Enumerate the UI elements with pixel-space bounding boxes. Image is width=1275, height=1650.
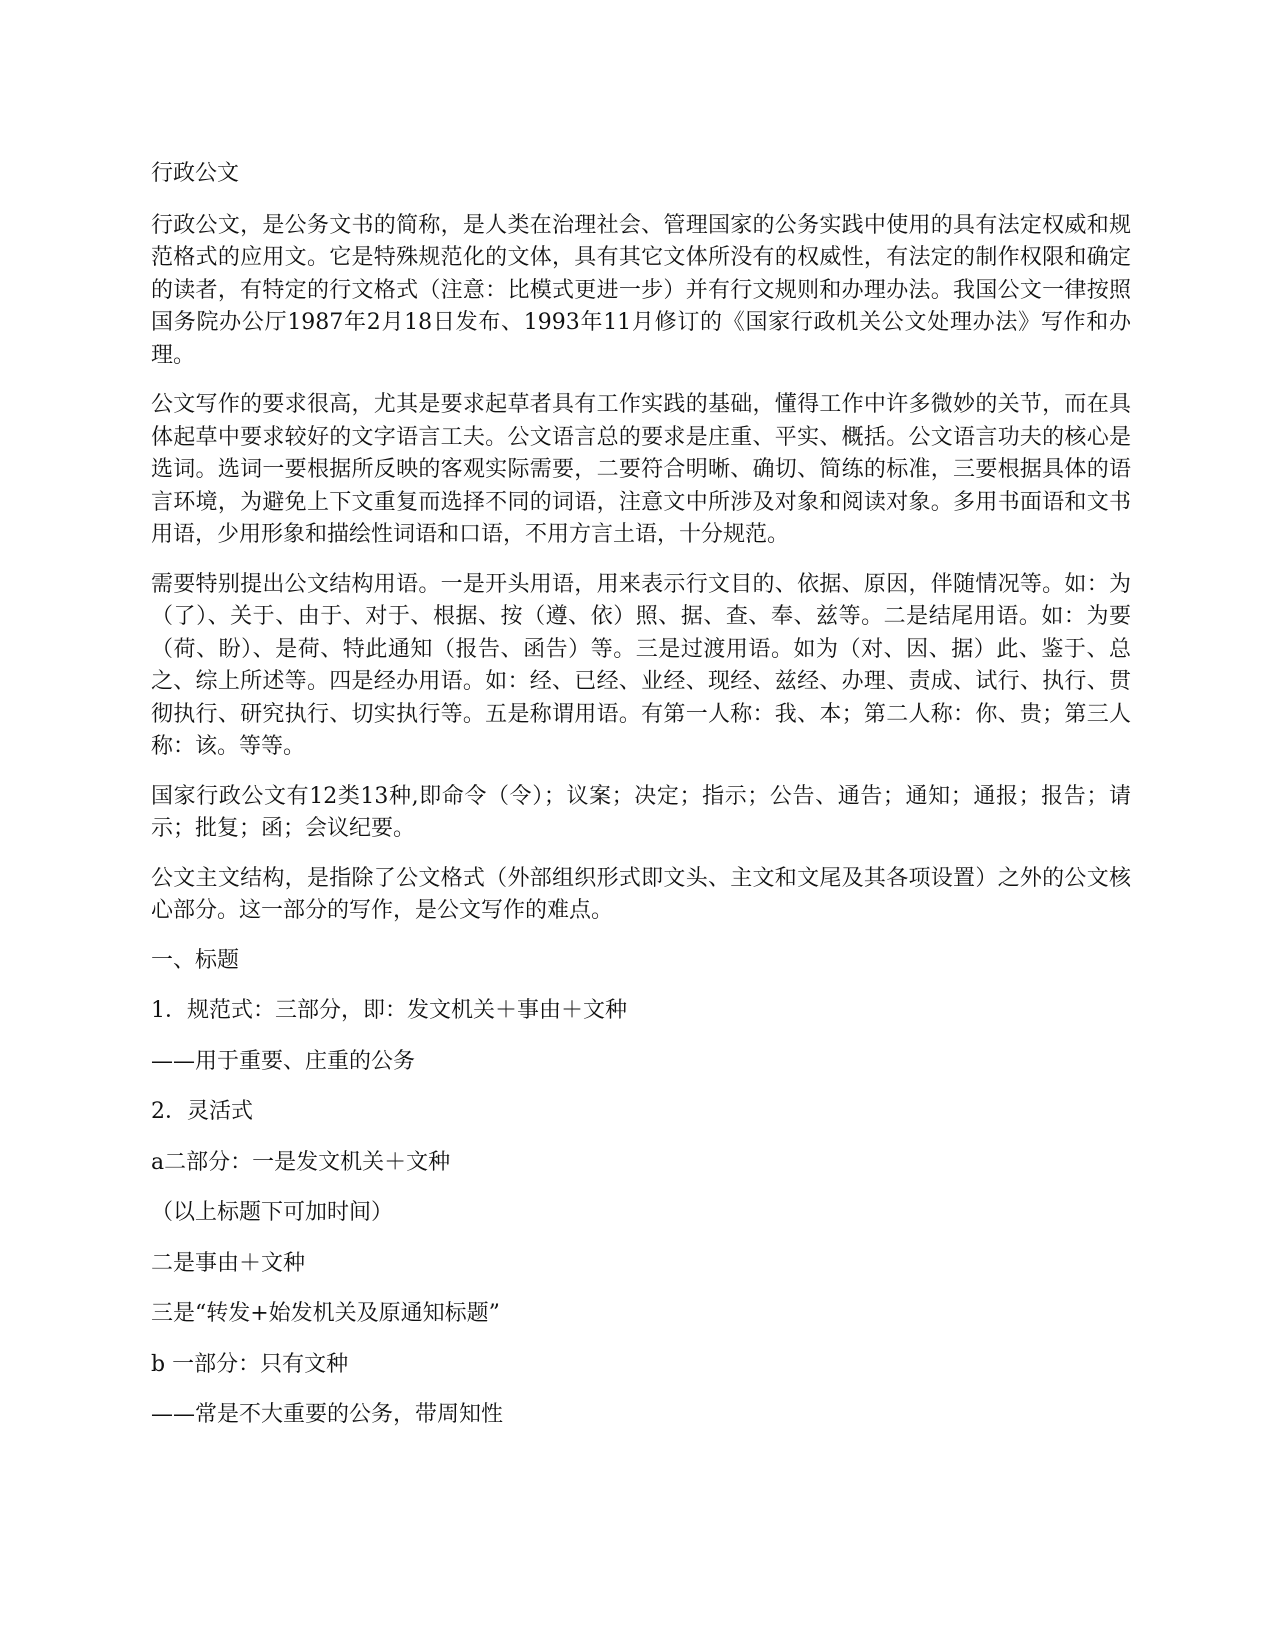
paragraph-structure-terms: 需要特别提出公文结构用语。一是开头用语，用来表示行文目的、依据、原因，伴随情况等。如：为（了）、关于、由于、对于、根据、按（遵、依）照、据、查、奉、兹等。二是结尾用语。如：为要（荷、盼）、是荷、特此通知（报告、函告）等。三是过渡用语。如为（对、因、据）此、鉴于、总之、综上所述等。四是经办用语。如：经、已经、业经、现经、兹经、办理、责成、试行、执行、贯彻执行、研究执行、切实执行等。五是称谓用语。有第一人称：我、本；第二人称：你、贵；第三人称：该。等等。 <box>151 571 1131 759</box>
list-item-one-part: b 一部分：只有文种 <box>151 1351 349 1377</box>
list-item-forward-format: 三是“转发+始发机关及原通知标题” <box>151 1301 500 1326</box>
section-heading-title: 一、标题 <box>151 947 240 973</box>
paragraph-main-text-structure: 公文主文结构，是指除了公文格式（外部组织形式即文头、主文和文尾及其各项设置）之外的公文核心部分。这一部分的写作，是公文写作的难点。 <box>151 865 1131 923</box>
list-note-important-affairs: ——用于重要、庄重的公务 <box>151 1048 416 1074</box>
list-item-standard-format: 1．规范式：三部分，即：发文机关＋事由＋文种 <box>151 998 627 1023</box>
list-note-general-awareness: ——常是不大重要的公务，带周知性 <box>151 1402 504 1427</box>
list-item-two-parts: a二部分：一是发文机关＋文种 <box>151 1149 451 1175</box>
document-page <box>151 158 1131 1450</box>
paragraph-writing-requirements: 公文写作的要求很高，尤其是要求起草者具有工作实践的基础，懂得工作中许多微妙的关节，而在具体起草中要求较好的文字语言工夫。公文语言总的要求是庄重、平实、概括。公文语言功夫的核心是选词。选词一要根据所反映的客观实际需要，二要符合明晰、确切、简练的标准，三要根据具体的语言环境，为避免上下文重复而选择不同的词语，注意文中所涉及对象和阅读对象。多用书面语和文书用语，少用形象和描绘性词语和口语，不用方言土语，十分规范。 <box>151 392 1131 547</box>
list-item-flexible-format: 2．灵活式 <box>151 1099 253 1124</box>
paragraph-definition: 行政公文，是公务文书的简称，是人类在治理社会、管理国家的公务实践中使用的具有法定权威和规范格式的应用文。它是特殊规范化的文体，具有其它文体所没有的权威性，有法定的制作权限和确定的读者，有特定的行文格式（注意：比模式更进一步）并有行文规则和办理办法。我国公文一律按照国务院办公厅1987年2月18日发布、1993年11月修订的《国家行政机关公文处理办法》写作和办理。 <box>151 212 1131 368</box>
document-title: 行政公文 <box>151 161 240 186</box>
list-note-add-time: （以上标题下可加时间） <box>151 1200 394 1225</box>
paragraph-document-types: 国家行政公文有12类13种,即命令（令）；议案；决定；指示；公告、通告；通知；通报；报告；请示；批复；函；会议纪要。 <box>151 783 1131 841</box>
list-item-subject-type: 二是事由＋文种 <box>151 1250 306 1276</box>
